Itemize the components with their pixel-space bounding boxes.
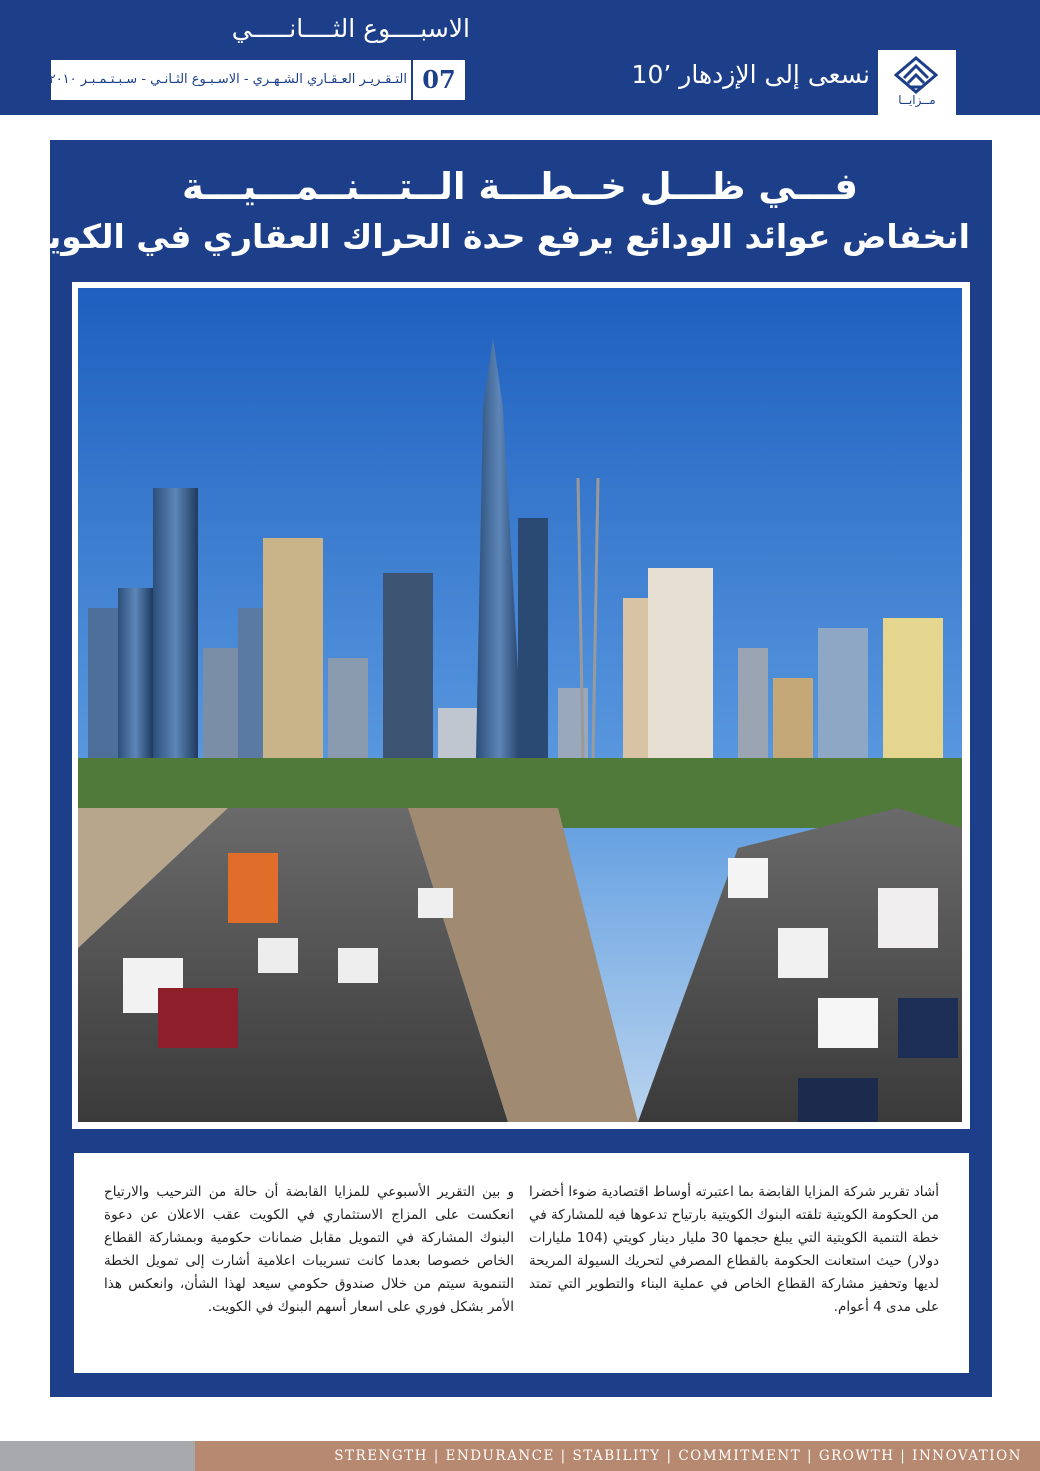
footer-gray-block [0, 1441, 195, 1471]
city-photo [78, 288, 962, 1122]
report-info-box [49, 58, 467, 102]
article-text-box [74, 1153, 969, 1373]
header-band [0, 0, 1040, 115]
logo-text: مــزايــا [898, 93, 936, 107]
report-line: التـقـريـر العـقـاري الشـهـري - الاسـبـوع الثـانـي - سـبـتـمـبـر ٢٠١٠ [48, 72, 407, 87]
headline-line-1: فـــي ظـــل خــطـــة الــتـــنــمـــيـــة [182, 165, 858, 208]
slogan: نسعى إلى الإزدهار ’10 [631, 60, 870, 89]
footer-values: STRENGTH | ENDURANCE | STABILITY | COMMITMENT | GROWTH | INNOVATION [195, 1441, 1040, 1471]
headline-line-2: انخفاض عوائد الودائع يرفع حدة الحراك العقاري في الكويت [13, 217, 970, 256]
paragraph-right-column: أشاد تقرير شركة المزايا القابضة بما اعتبرته أوساط اقتصادية ضوءا أخضرا من الحكومة الكويتية تلقته البنوك الكويتية بارتياح تدعوها فيه للمشاركة في خطة التنمية الكويتية التي يبلغ حجمها 30 مليار دينار كويتي (104 مليارات دولار) حيث استعانت الحكومة بالقطاع المصرفي لتحريك السيولة المريحة لديها وتحفيز مشاركة القطاع الخاص في عملية البناء والتطوير التي تمتد على مدى 4 أعوام. [529, 1184, 939, 1315]
page-number: 07 [411, 60, 465, 100]
mazaya-logo-icon [894, 56, 938, 94]
photo-frame [72, 282, 970, 1129]
logo [878, 50, 956, 115]
city-skyline-image [78, 288, 962, 1122]
paragraph-left-column: و بين التقرير الأسبوعي للمزايا القابضة أن حالة من الترحيب والارتياح انعكست على المزاج الاستثماري في الكويت عقب الاعلان عن دعوة البنوك المشاركة في التمويل مقابل ضمانات حكومية وبمشاركة القطاع الخاص خصوصا بعدما كانت تسريبات اعلامية أشارت إلى تمويل الخطة التنموية سيتم من خلال صندوق حكومي سيعد لهذا الشأن، وانعكس هذا الأمر بشكل فوري على اسعار أسهم البنوك في الكويت. [104, 1184, 514, 1315]
article-panel [13, 140, 992, 1397]
week-title: الاسبــــوع الثــــانـــــي [231, 14, 470, 43]
